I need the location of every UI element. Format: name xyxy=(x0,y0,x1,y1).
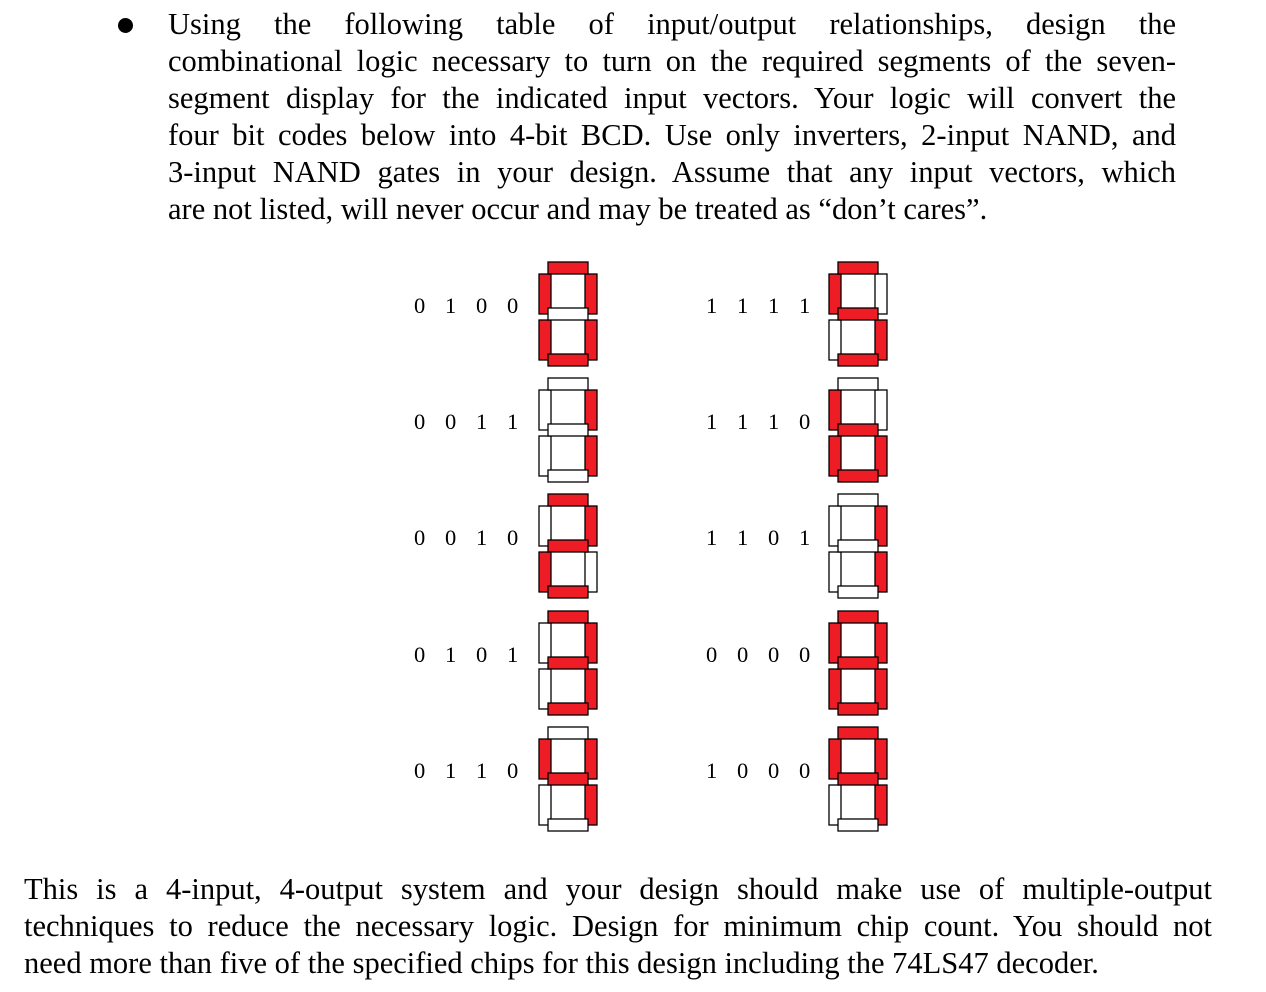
instructions-line: are not listed, will never occur and may be treated as “don’t cares”. xyxy=(168,192,988,226)
segment-g xyxy=(548,308,588,320)
input-bit: 0 xyxy=(414,525,426,550)
input-bit: 1 xyxy=(768,409,780,434)
segment-d xyxy=(548,470,588,482)
input-bit: 0 xyxy=(476,642,488,667)
input-bit: 1 xyxy=(706,409,718,434)
footer-paragraph xyxy=(24,871,1212,982)
seven-segment-display xyxy=(537,727,599,831)
instructions-paragraph xyxy=(168,6,1176,228)
input-code xyxy=(706,293,830,319)
seven-segment-svg xyxy=(537,727,599,831)
input-bit: 1 xyxy=(799,293,811,318)
input-bit: 1 xyxy=(706,293,718,318)
seven-segment-svg xyxy=(827,378,889,482)
segment-d xyxy=(548,354,588,366)
input-bit: 0 xyxy=(737,642,749,667)
instructions-line: 3-input NAND gates in your design. Assume that any input vectors, which xyxy=(168,155,1176,189)
segment-a xyxy=(838,727,878,739)
input-code xyxy=(414,525,538,551)
input-bit: 1 xyxy=(737,293,749,318)
input-bit: 0 xyxy=(768,525,780,550)
input-bit: 1 xyxy=(476,409,488,434)
footer-line: need more than five of the specified chips for this design including the 74LS47 decoder. xyxy=(24,946,1099,980)
seven-segment-display xyxy=(537,262,599,366)
segment-g xyxy=(548,657,588,669)
input-bit: 1 xyxy=(445,642,457,667)
seven-segment-svg xyxy=(537,611,599,715)
seven-segment-display xyxy=(827,494,889,598)
segment-g xyxy=(548,424,588,436)
seven-segment-display xyxy=(537,611,599,715)
segment-g xyxy=(838,773,878,785)
input-bit: 0 xyxy=(507,758,519,783)
segment-a xyxy=(838,611,878,623)
segment-a xyxy=(548,378,588,390)
segment-g xyxy=(838,424,878,436)
footer-line: This is a 4-input, 4-output system and your design should make use of multiple-output xyxy=(24,872,1212,906)
segment-a xyxy=(838,378,878,390)
segment-a xyxy=(548,611,588,623)
seven-segment-svg xyxy=(537,494,599,598)
input-bit: 0 xyxy=(476,293,488,318)
input-bit: 0 xyxy=(445,525,457,550)
seven-segment-svg xyxy=(827,494,889,598)
input-code xyxy=(706,525,830,551)
segment-d xyxy=(838,354,878,366)
segment-d xyxy=(838,586,878,598)
seven-segment-svg xyxy=(827,727,889,831)
seven-segment-display xyxy=(537,494,599,598)
segment-d xyxy=(838,703,878,715)
segment-d xyxy=(838,819,878,831)
input-bit: 0 xyxy=(799,642,811,667)
input-bit: 1 xyxy=(507,409,519,434)
input-bit: 0 xyxy=(414,293,426,318)
seven-segment-display xyxy=(827,378,889,482)
seven-segment-svg xyxy=(537,378,599,482)
segment-d xyxy=(838,470,878,482)
instructions-line: combinational logic necessary to turn on the required segments of the seven- xyxy=(168,44,1176,78)
input-bit: 1 xyxy=(445,758,457,783)
segment-a xyxy=(548,727,588,739)
instructions-line: four bit codes below into 4-bit BCD. Use only inverters, 2-input NAND, and xyxy=(168,118,1176,152)
input-code xyxy=(706,758,830,784)
input-bit: 1 xyxy=(445,293,457,318)
segment-d xyxy=(548,819,588,831)
input-bit: 0 xyxy=(445,409,457,434)
instructions-line: Using the following table of input/output relationships, design the xyxy=(168,7,1176,41)
segment-g xyxy=(838,308,878,320)
instructions-line: segment display for the indicated input vectors. Your logic will convert the xyxy=(168,81,1176,115)
input-bit: 0 xyxy=(737,758,749,783)
input-bit: 1 xyxy=(799,525,811,550)
input-code xyxy=(414,293,538,319)
input-bit: 0 xyxy=(799,758,811,783)
seven-segment-display xyxy=(827,262,889,366)
input-bit: 1 xyxy=(507,642,519,667)
seven-segment-svg xyxy=(827,611,889,715)
segment-g xyxy=(548,540,588,552)
input-bit: 0 xyxy=(799,409,811,434)
segment-g xyxy=(838,657,878,669)
segment-g xyxy=(548,773,588,785)
input-code xyxy=(414,758,538,784)
input-bit: 1 xyxy=(768,293,780,318)
input-bit: 0 xyxy=(768,642,780,667)
seven-segment-svg xyxy=(827,262,889,366)
input-bit: 1 xyxy=(476,525,488,550)
input-bit: 0 xyxy=(414,758,426,783)
input-bit: 0 xyxy=(507,293,519,318)
input-bit: 0 xyxy=(706,642,718,667)
bullet-point xyxy=(118,18,133,33)
input-code xyxy=(414,409,538,435)
segment-a xyxy=(838,262,878,274)
seven-segment-display xyxy=(827,727,889,831)
segment-d xyxy=(548,703,588,715)
input-bit: 0 xyxy=(768,758,780,783)
input-bit: 1 xyxy=(737,409,749,434)
footer-line: techniques to reduce the necessary logic. Design for minimum chip count. You should not xyxy=(24,909,1212,943)
segment-a xyxy=(838,494,878,506)
segment-g xyxy=(838,540,878,552)
input-bit: 1 xyxy=(476,758,488,783)
input-bit: 1 xyxy=(706,525,718,550)
seven-segment-display xyxy=(827,611,889,715)
input-code xyxy=(414,642,538,668)
input-bit: 1 xyxy=(737,525,749,550)
input-code xyxy=(706,409,830,435)
seven-segment-display xyxy=(537,378,599,482)
input-bit: 1 xyxy=(706,758,718,783)
input-bit: 0 xyxy=(414,409,426,434)
input-bit: 0 xyxy=(414,642,426,667)
segment-d xyxy=(548,586,588,598)
segment-a xyxy=(548,494,588,506)
input-bit: 0 xyxy=(507,525,519,550)
input-code xyxy=(706,642,830,668)
seven-segment-svg xyxy=(537,262,599,366)
segment-a xyxy=(548,262,588,274)
